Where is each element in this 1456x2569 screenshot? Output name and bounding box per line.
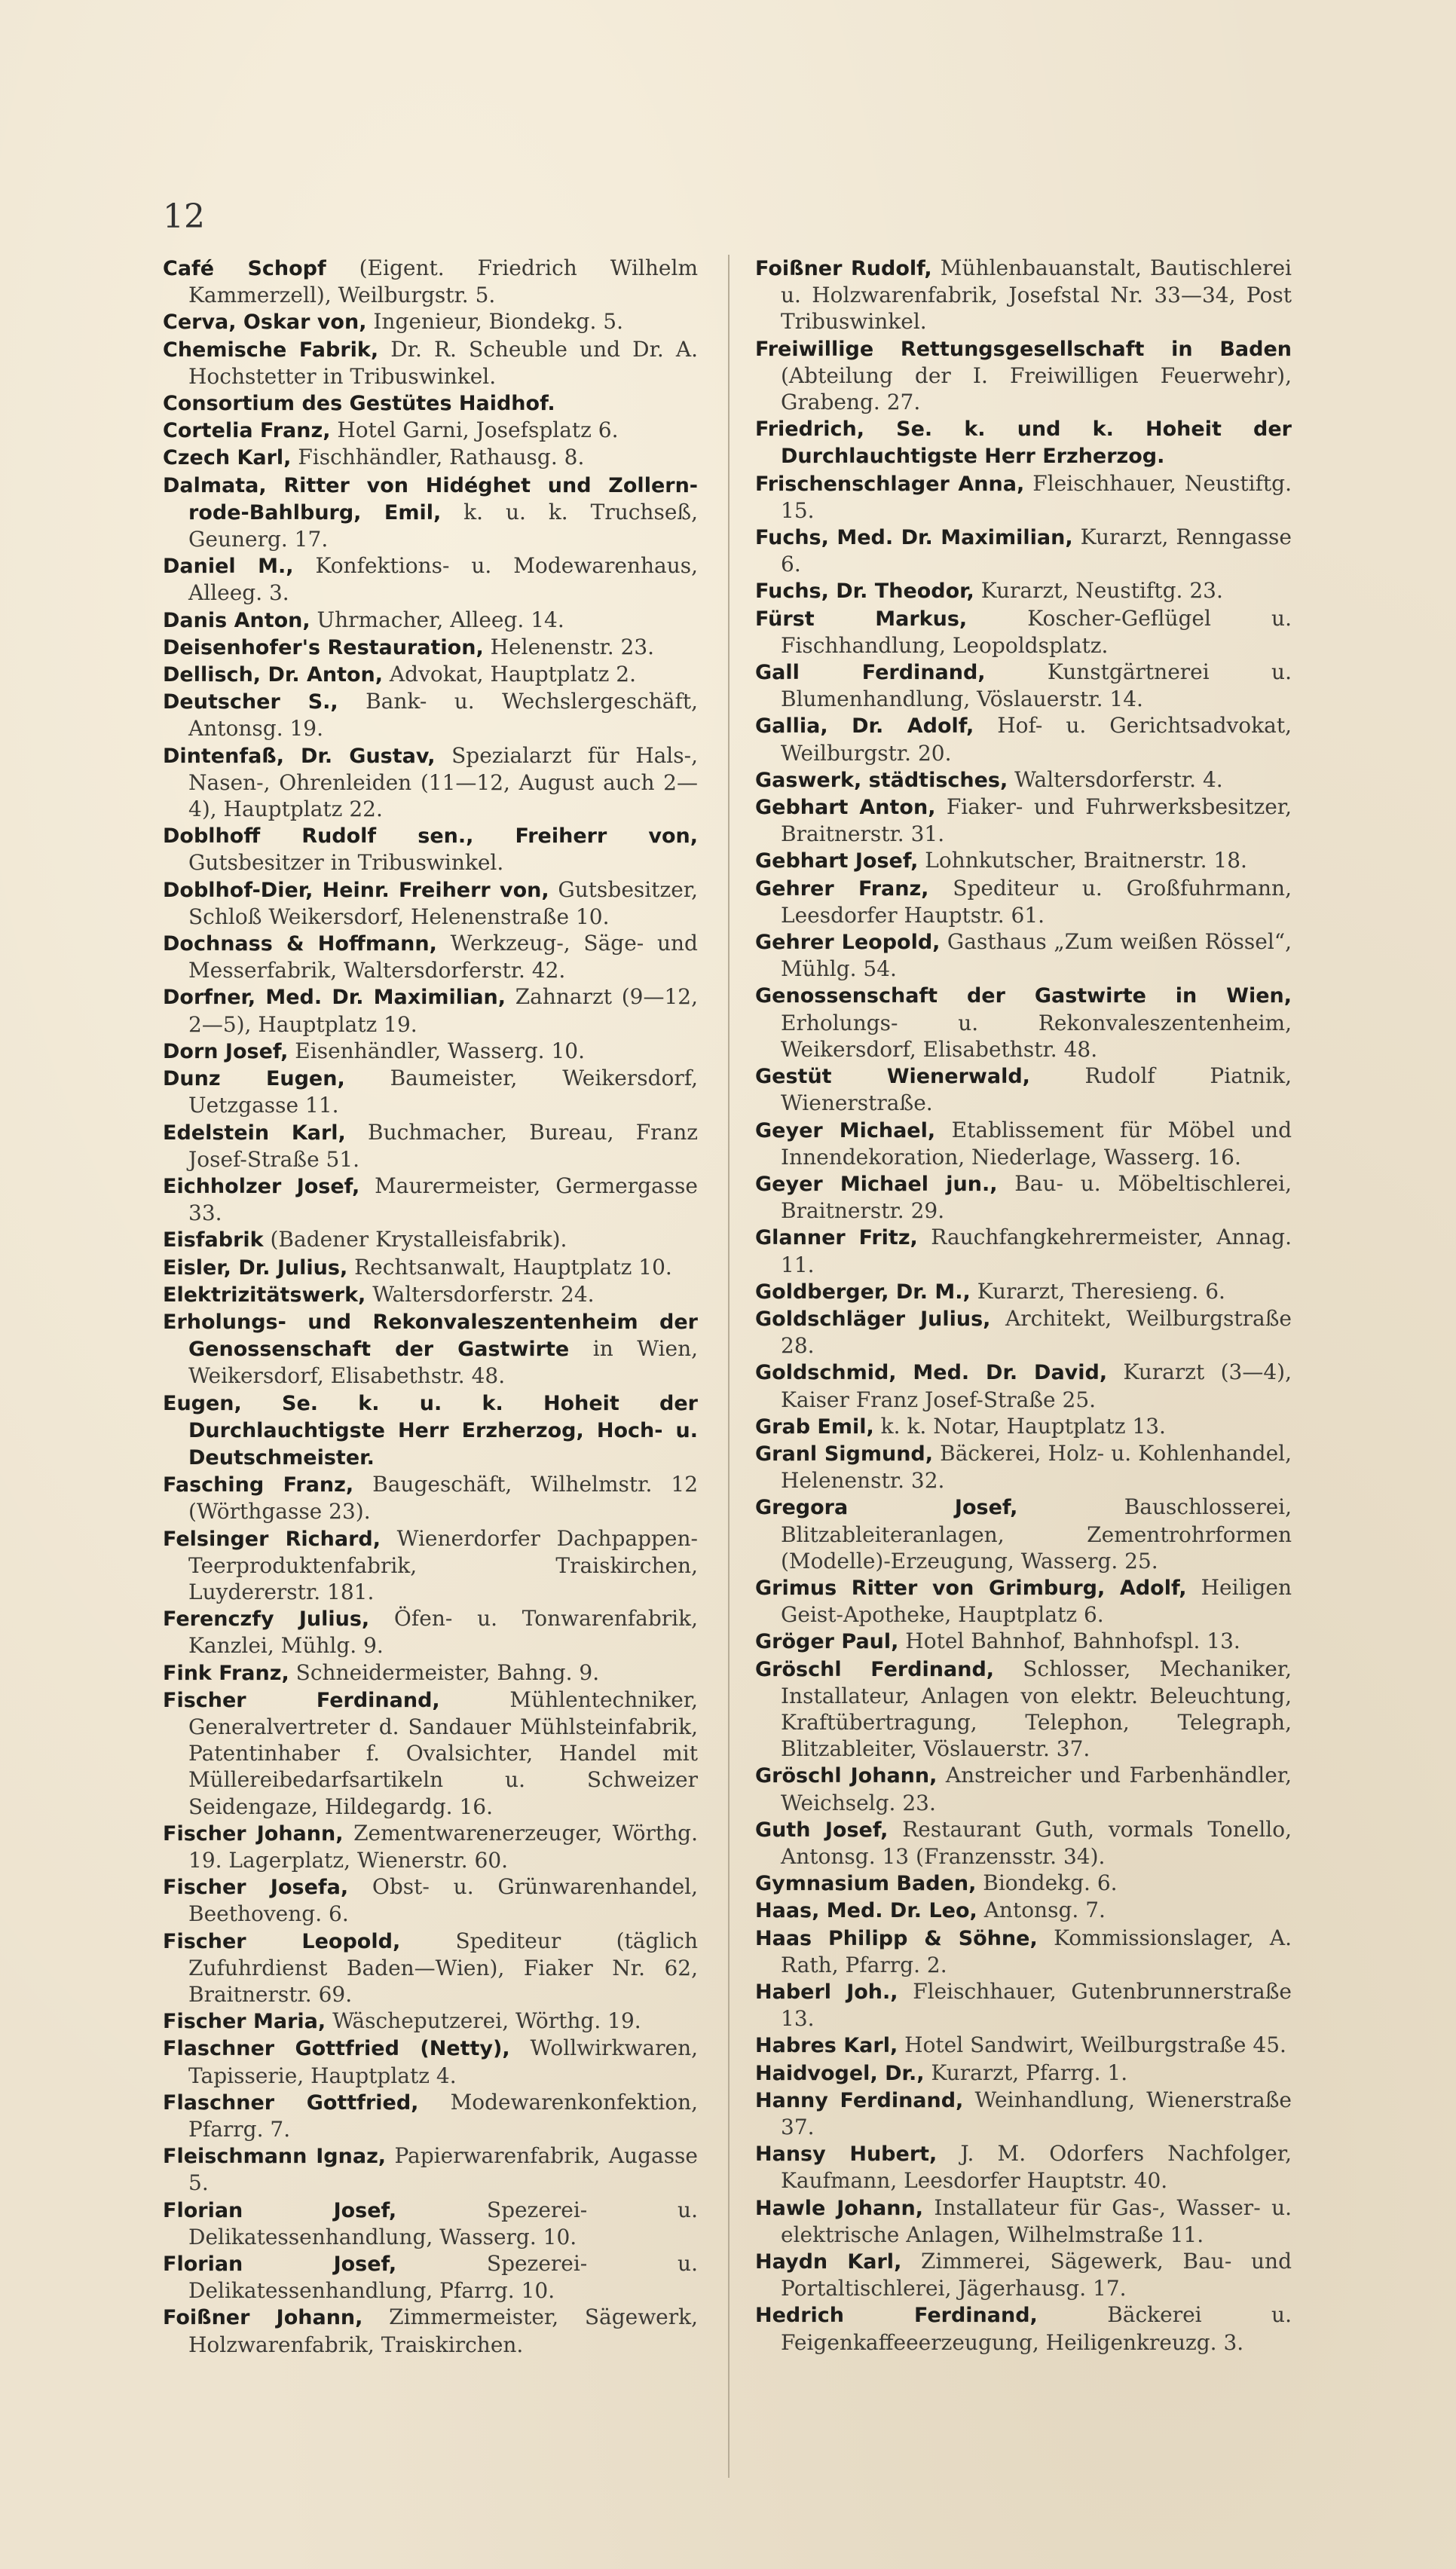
entry-detail: Kommissionslager, A. Rath, Pfarrg. 2. (781, 1925, 1292, 1977)
directory-column-right (755, 255, 1292, 2356)
entry-name: Dintenfaß, Dr. Gustav, (163, 744, 436, 768)
entry-name: Haas, Med. Dr. Leo, (755, 1899, 977, 1923)
directory-entry (755, 1170, 1292, 1224)
entry-name: Goldberger, Dr. M., (755, 1280, 971, 1304)
entry-name: Haidvogel, Dr., (755, 2061, 925, 2085)
entry-name: Freiwillige Rettungsgesellschaft in Baden (755, 337, 1292, 361)
directory-entry (163, 1390, 698, 1472)
directory-entry (755, 1224, 1292, 1277)
directory-entry (755, 659, 1292, 712)
directory-entry (755, 794, 1292, 847)
entry-detail: Heiligen Geist-Apotheke, Hauptplatz 6. (781, 1574, 1292, 1628)
entry-detail: (Badener Krystalleisfabrik). (263, 1227, 567, 1252)
entry-name: Fasching Franz, (163, 1473, 354, 1497)
directory-entry (163, 688, 698, 742)
entry-name: Doblhof-Dier, Heinr. Freiherr von, (163, 878, 549, 902)
entry-detail: Fischhändler, Rathausg. 8. (291, 445, 585, 470)
directory-entry (755, 2248, 1292, 2301)
entry-name: Foißner Johann, (163, 2306, 363, 2330)
entry-name: Goldschmid, Med. Dr. David, (755, 1361, 1108, 1385)
entry-name: Fleischmann Ignaz, (163, 2145, 387, 2169)
directory-entry (163, 1065, 698, 1118)
directory-entry (755, 1656, 1292, 1763)
entry-name: Deutscher S., (163, 690, 338, 714)
entry-name: Cerva, Oskar von, (163, 310, 367, 335)
entry-name: Foißner Rudolf, (755, 257, 932, 280)
entry-name: Glanner Fritz, (755, 1226, 918, 1250)
entry-name: Dunz Eugen, (163, 1067, 345, 1091)
entry-detail: k. k. Notar, Hauptplatz 13. (873, 1413, 1166, 1439)
entry-name: Café Schopf (163, 257, 326, 280)
entry-detail: Biondekg. 6. (976, 1870, 1118, 1896)
directory-entry (163, 1281, 698, 1308)
entry-name: Gymnasium Baden, (755, 1872, 977, 1896)
entry-detail: Hof- u. Gerichtsadvokat, Weilburgstr. 20. (781, 713, 1292, 766)
entry-name: Gröschl Ferdinand, (755, 1657, 995, 1681)
entry-detail: (Eigent. Friedrich Wilhelm Kammerzell), Weilburgstr. 5. (188, 255, 698, 308)
directory-entry (163, 1873, 698, 1927)
entry-detail: Antonsg. 7. (977, 1898, 1106, 1923)
directory-entry (163, 1820, 698, 1873)
entry-detail: Weinhandlung, Wienerstraße 37. (781, 2087, 1292, 2140)
entry-detail: Mühlenbauanstalt, Bautischlerei u. Holzwarenfabrik, Josefstal Nr. 33—34, Post Tribuswinkel. (781, 255, 1292, 335)
entry-name: Edelstein Karl, (163, 1121, 346, 1145)
entry-detail: Fleischhauer, Neustiftg. 15. (781, 470, 1292, 523)
entry-name: Hansy Hubert, (755, 2142, 938, 2167)
directory-entry (163, 552, 698, 606)
directory-entry (163, 2304, 698, 2357)
directory-entry (755, 1494, 1292, 1574)
entry-name: Daniel M., (163, 555, 294, 579)
column-divider (728, 255, 730, 2478)
entry-detail: Rauchfangkehrermeister, Annag. 11. (781, 1225, 1292, 1277)
entry-name: Fuchs, Med. Dr. Maximilian, (755, 526, 1073, 550)
directory-entry (163, 1605, 698, 1659)
entry-name: Haydn Karl, (755, 2250, 902, 2274)
entry-detail: Baugeschäft, Wilhelmstr. 12 (Wörthgasse 23). (188, 1472, 699, 1525)
directory-entry (163, 308, 698, 335)
entry-detail: Architekt, Weilburgstraße 28. (781, 1305, 1292, 1359)
directory-entry (163, 2250, 698, 2304)
entry-name: Frischenschlager Anna, (755, 472, 1025, 496)
directory-column-left (163, 255, 698, 2358)
entry-detail: Wienerdorfer Dachpappen-Teerproduktenfabrik, Traiskirchen, Luydererstr. 181. (188, 1525, 698, 1604)
directory-entry (163, 634, 698, 661)
entry-detail: Hotel Sandwirt, Weilburgstraße 45. (898, 2032, 1286, 2058)
directory-entry (163, 930, 698, 983)
entry-name: Fürst Markus, (755, 607, 968, 631)
entry-name: Flaschner Gottfried (Netty), (163, 2037, 510, 2061)
entry-detail: Rechtsanwalt, Hauptplatz 10. (347, 1254, 672, 1280)
page-number: 12 (163, 197, 205, 236)
entry-name: Haas Philipp & Söhne, (755, 1926, 1038, 1950)
directory-entry (755, 524, 1292, 577)
entry-detail: Waltersdorferstr. 4. (1008, 766, 1223, 792)
entry-detail: Wollwirkwaren, Tapisserie, Hauptplatz 4. (188, 2035, 698, 2088)
directory-entry (163, 1254, 698, 1281)
entry-detail: Zahnarzt (9—12, 2—5), Hauptplatz 19. (188, 984, 698, 1037)
entry-detail: Baumeister, Weikersdorf, Uetzgasse 11. (188, 1066, 698, 1118)
entry-detail: Schlosser, Mechaniker, Installateur, Anlagen von elektr. Beleuchtung, Kraftübertragung, Telephon, Telegraph, Blitzableiter, Vöslauerstr. 37. (781, 1656, 1292, 1762)
entry-name: Chemische Fabrik, (163, 338, 379, 362)
entry-detail: Modewarenkonfektion, Pfarrg. 7. (188, 2089, 698, 2142)
entry-detail: Waltersdorferstr. 24. (366, 1281, 595, 1307)
entry-detail: Lohnkutscher, Braitnerstr. 18. (918, 848, 1247, 873)
entry-name: Fischer Maria, (163, 2010, 326, 2034)
entry-name: Cortelia Franz, (163, 419, 331, 443)
entry-name: Hedrich Ferdinand, (755, 2304, 1038, 2328)
entry-detail: Zimmermeister, Sägewerk, Holzwarenfabrik, Traiskirchen. (188, 2304, 698, 2357)
entry-detail: Maurermeister, Germergasse 33. (188, 1173, 698, 1226)
entry-detail: Bäckerei u. Feigenkaffeeerzeugung, Heiligenkreuzg. 3. (781, 2302, 1292, 2355)
entry-detail: Gutsbesitzer, Schloß Weikersdorf, Helenenstraße 10. (188, 876, 698, 929)
entry-name: Elektrizitätswerk, (163, 1283, 366, 1307)
directory-entry (755, 1816, 1292, 1870)
directory-entry (755, 255, 1292, 335)
directory-entry (755, 2140, 1292, 2194)
entry-detail: Anstreicher und Farbenhändler, Weichselg. 23. (781, 1763, 1292, 1815)
entry-detail: Bau- u. Möbeltischlerei, Braitnerstr. 29. (781, 1170, 1292, 1224)
directory-entry (163, 1226, 698, 1253)
directory-entry (755, 2301, 1292, 2355)
directory-entry (163, 390, 698, 417)
directory-entry (163, 1038, 698, 1065)
directory-entry (755, 1870, 1292, 1897)
directory-entry (163, 336, 698, 390)
entry-name: Flaschner Gottfried, (163, 2090, 419, 2115)
directory-entry (755, 470, 1292, 524)
entry-name: Gröschl Johann, (755, 1764, 938, 1788)
entry-name: Eisler, Dr. Julius, (163, 1255, 348, 1280)
directory-entry (755, 1413, 1292, 1440)
entry-detail: Zementwarenerzeuger, Wörthg. 19. Lagerplatz, Wienerstr. 60. (188, 1820, 698, 1873)
entry-detail: J. M. Odorfers Nachfolger, Kaufmann, Leesdorfer Hauptstr. 40. (781, 2141, 1292, 2194)
entry-detail: Buchmacher, Bureau, Franz Josef-Straße 51. (188, 1119, 698, 1172)
entry-detail: Fiaker- und Fuhrwerksbesitzer, Braitnerstr. 31. (781, 794, 1292, 847)
entry-detail: Helenenstr. 23. (483, 634, 655, 659)
entry-name: Czech Karl, (163, 446, 292, 470)
directory-entry (163, 2142, 698, 2196)
entry-name: Geyer Michael jun., (755, 1172, 998, 1196)
entry-detail: Advokat, Hauptplatz 2. (383, 662, 636, 687)
entry-name: Erholungs- und Rekonvaleszentenheim der Genossenschaft der Gastwirte (163, 1310, 698, 1362)
entry-detail: Kurarzt (3—4), Kaiser Franz Josef-Straße 25. (781, 1359, 1292, 1412)
directory-entry (163, 1308, 698, 1390)
entry-name: Gaswerk, städtisches, (755, 768, 1008, 792)
entry-name: Gallia, Dr. Adolf, (755, 714, 974, 739)
directory-entry (755, 928, 1292, 982)
entry-name: Geyer Michael, (755, 1118, 936, 1142)
directory-entry (755, 2087, 1292, 2140)
entry-detail: Spezialarzt für Hals-, Nasen-, Ohrenleiden (11—12, August auch 2—4), Hauptplatz 22. (188, 742, 698, 822)
entry-detail: Uhrmacher, Alleeg. 14. (310, 607, 564, 632)
entry-detail: Hotel Garni, Josefsplatz 6. (330, 417, 619, 443)
entry-name: Goldschläger Julius, (755, 1307, 991, 1331)
directory-entry (755, 1978, 1292, 2032)
entry-detail: Kurarzt, Pfarrg. 1. (924, 2060, 1128, 2085)
entry-detail: Obst- u. Grünwarenhandel, Beethoveng. 6. (188, 1874, 698, 1927)
entry-name: Danis Anton, (163, 608, 310, 632)
entry-detail: Dr. R. Scheuble und Dr. A. Hochstetter in Tribuswinkel. (188, 336, 698, 389)
entry-name: Fuchs, Dr. Theodor, (755, 580, 974, 604)
directory-entry (163, 822, 698, 876)
entry-name: Doblhoff Rudolf sen., Freiherr von, (163, 824, 698, 849)
entry-name: Gebhart Josef, (755, 849, 919, 873)
entry-detail: Etablissement für Möbel und Innendekoration, Niederlage, Wasserg. 16. (781, 1117, 1292, 1170)
directory-entry (755, 2032, 1292, 2059)
directory-entry (163, 255, 698, 308)
entry-name: Hawle Johann, (755, 2196, 923, 2220)
directory-entry (163, 983, 698, 1037)
directory-entry (163, 1525, 698, 1606)
directory-entry (163, 2197, 698, 2250)
entry-detail: Rudolf Piatnik, Wienerstraße. (781, 1063, 1292, 1116)
entry-name: Eisfabrik (163, 1228, 264, 1252)
entry-detail: Gutsbesitzer in Tribuswinkel. (188, 850, 504, 876)
directory-entry (163, 742, 698, 823)
directory-entry (755, 1440, 1292, 1494)
entry-name: Eugen, Se. k. u. k. Hoheit der Durchlauchtigste Herr Erzherzog, Hoch- u. Deutschmeister. (163, 1391, 698, 1470)
entry-name: Gröger Paul, (755, 1630, 899, 1654)
entry-name: Fischer Johann, (163, 1821, 344, 1846)
directory-entry (755, 335, 1292, 416)
entry-name: Dorfner, Med. Dr. Maximilian, (163, 986, 506, 1010)
directory-entry (163, 472, 698, 553)
entry-name: Gehrer Franz, (755, 876, 929, 901)
entry-name: Fischer Ferdinand, (163, 1688, 440, 1712)
directory-entry (755, 875, 1292, 928)
directory-entry (755, 1925, 1292, 1978)
entry-name: Ferenczfy Julius, (163, 1607, 370, 1632)
directory-entry (755, 1628, 1292, 1655)
directory-entry (163, 2035, 698, 2088)
entry-detail: Spezerei- u. Delikatessenhandlung, Pfarrg. 10. (188, 2251, 698, 2304)
entry-name: Florian Josef, (163, 2252, 397, 2277)
entry-detail: Wäscheputzerei, Wörthg. 19. (326, 2008, 641, 2034)
directory-entry (755, 577, 1292, 604)
directory-entry (755, 847, 1292, 874)
entry-detail: Hotel Bahnhof, Bahnhofspl. 13. (898, 1629, 1240, 1654)
directory-entry (755, 2060, 1292, 2087)
entry-detail: Fleischhauer, Gutenbrunnerstraße 13. (781, 1979, 1292, 2032)
directory-entry (163, 1687, 698, 1820)
entry-detail: Kurarzt, Neustiftg. 23. (974, 578, 1223, 604)
directory-entry (755, 1063, 1292, 1116)
entry-detail: Werkzeug-, Säge- und Messerfabrik, Waltersdorferstr. 42. (188, 931, 698, 983)
directory-entry (755, 712, 1292, 766)
directory-entry (755, 1305, 1292, 1359)
entry-name: Fischer Josefa, (163, 1876, 349, 1900)
entry-name: Dalmata, Ritter von Hidéghet und Zollern-rode-Bahlburg, Emil, (163, 473, 698, 525)
directory-entry (163, 1659, 698, 1687)
entry-name: Dochnass & Hoffmann, (163, 932, 437, 956)
entry-name: Felsinger Richard, (163, 1527, 381, 1551)
entry-name: Habres Karl, (755, 2034, 898, 2058)
entry-name: Hanny Ferdinand, (755, 2088, 964, 2112)
entry-detail: Restaurant Guth, vormals Tonello, Antonsg. 13 (Franzensstr. 34). (781, 1816, 1292, 1869)
directory-entry (755, 415, 1292, 469)
entry-detail: Ingenieur, Biondekg. 5. (366, 309, 623, 335)
directory-entry (163, 2008, 698, 2035)
entry-name: Gehrer Leopold, (755, 931, 941, 955)
entry-name: Eichholzer Josef, (163, 1174, 360, 1198)
directory-entry (163, 1928, 698, 2008)
directory-entry (755, 982, 1292, 1063)
entry-name: Dellisch, Dr. Anton, (163, 663, 384, 687)
directory-entry (163, 1471, 698, 1525)
entry-detail: k. u. k. Truchseß, Geunerg. 17. (188, 499, 698, 552)
directory-entry (163, 607, 698, 634)
directory-entry (163, 661, 698, 688)
directory-entry (755, 2194, 1292, 2248)
directory-entry (755, 1359, 1292, 1412)
entry-detail: Kunstgärtnerei u. Blumenhandlung, Vöslauerstr. 14. (781, 659, 1292, 712)
directory-entry (163, 876, 698, 930)
directory-entry (755, 605, 1292, 659)
entry-detail: (Abteilung der I. Freiwilligen Feuerwehr), Grabeng. 27. (781, 362, 1292, 415)
entry-detail: Spediteur (täglich Zufuhrdienst Baden—Wien), Fiaker Nr. 62, Braitnerstr. 69. (188, 1928, 698, 2007)
entry-name: Friedrich, Se. k. und k. Hoheit der Durchlauchtigste Herr Erzherzog. (755, 417, 1292, 469)
entry-detail: Papierwarenfabrik, Augasse 5. (188, 2143, 698, 2196)
entry-detail: Kurarzt, Renngasse 6. (781, 525, 1292, 577)
entry-name: Gall Ferdinand, (755, 661, 986, 685)
entry-name: Deisenhofer's Restauration, (163, 635, 484, 659)
entry-detail: Spediteur u. Großfuhrmann, Leesdorfer Hauptstr. 61. (781, 875, 1292, 928)
entry-detail: Schneidermeister, Bahng. 9. (289, 1659, 600, 1685)
directory-entry (755, 1574, 1292, 1628)
entry-name: Fischer Leopold, (163, 1929, 401, 1953)
entry-detail: Spezerei- u. Delikatessenhandlung, Wasserg. 10. (188, 2197, 698, 2249)
entry-detail: Öfen- u. Tonwarenfabrik, Kanzlei, Mühlg. 9. (188, 1606, 698, 1659)
entry-name: Gestüt Wienerwald, (755, 1065, 1030, 1089)
directory-entry (755, 1278, 1292, 1305)
entry-detail: Bank- u. Wechslergeschäft, Antonsg. 19. (188, 689, 698, 742)
directory-entry (755, 1117, 1292, 1170)
entry-name: Dorn Josef, (163, 1039, 289, 1063)
entry-name: Consortium des Gestütes Haidhof. (163, 392, 555, 416)
entry-detail: Eisenhändler, Wasserg. 10. (288, 1038, 585, 1063)
directory-entry (163, 2089, 698, 2142)
directory-entry (755, 1897, 1292, 1924)
entry-detail: Konfektions- u. Modewarenhaus, Alleeg. 3. (188, 553, 698, 606)
entry-detail: Kurarzt, Theresieng. 6. (970, 1278, 1225, 1304)
entry-detail: Bauschlosserei, Blitzableiteranlagen, Zementrohrformen (Modelle)-Erzeugung, Wasserg. 25. (781, 1494, 1292, 1574)
entry-name: Granl Sigmund, (755, 1442, 934, 1466)
entry-name: Guth Josef, (755, 1818, 889, 1842)
entry-detail: Koscher-Geflügel u. Fischhandlung, Leopoldsplatz. (781, 605, 1292, 658)
entry-detail: Zimmerei, Sägewerk, Bau- und Portaltischlerei, Jägerhausg. 17. (781, 2249, 1292, 2301)
directory-entry (755, 1762, 1292, 1815)
entry-name: Florian Josef, (163, 2198, 397, 2222)
directory-entry (163, 1119, 698, 1173)
directory-entry (163, 1173, 698, 1226)
entry-name: Haberl Joh., (755, 1980, 898, 2004)
entry-name: Gebhart Anton, (755, 796, 936, 820)
entry-detail: Gasthaus „Zum weißen Rössel“, Mühlg. 54. (781, 929, 1292, 982)
entry-detail: Bäckerei, Holz- u. Kohlenhandel, Helenenstr. 32. (781, 1440, 1292, 1494)
entry-name: Genossenschaft der Gastwirte in Wien, (755, 984, 1292, 1008)
entry-name: Grimus Ritter von Grimburg, Adolf, (755, 1576, 1187, 1600)
directory-entry (163, 417, 698, 444)
entry-name: Grab Emil, (755, 1414, 874, 1439)
directory-entry (755, 766, 1292, 794)
entry-detail: Installateur für Gas-, Wasser- u. elektrische Anlagen, Wilhelmstraße 11. (781, 2194, 1292, 2247)
entry-detail: Erholungs- u. Rekonvaleszentenheim, Weikersdorf, Elisabethstr. 48. (781, 1010, 1292, 1062)
entry-detail: in Wien, Weikersdorf, Elisabethstr. 48. (188, 1336, 698, 1389)
entry-detail: Mühlentechniker, Generalvertreter d. Sandauer Mühlsteinfabrik, Patentinhaber f. Ovalsichter, Handel mit Müllereibedarfsartikeln u. Schweizer Seidengaze, Hildegardg. 16. (188, 1687, 698, 1819)
directory-entry (163, 444, 698, 471)
entry-name: Fink Franz, (163, 1661, 289, 1685)
entry-name: Gregora Josef, (755, 1496, 1018, 1520)
